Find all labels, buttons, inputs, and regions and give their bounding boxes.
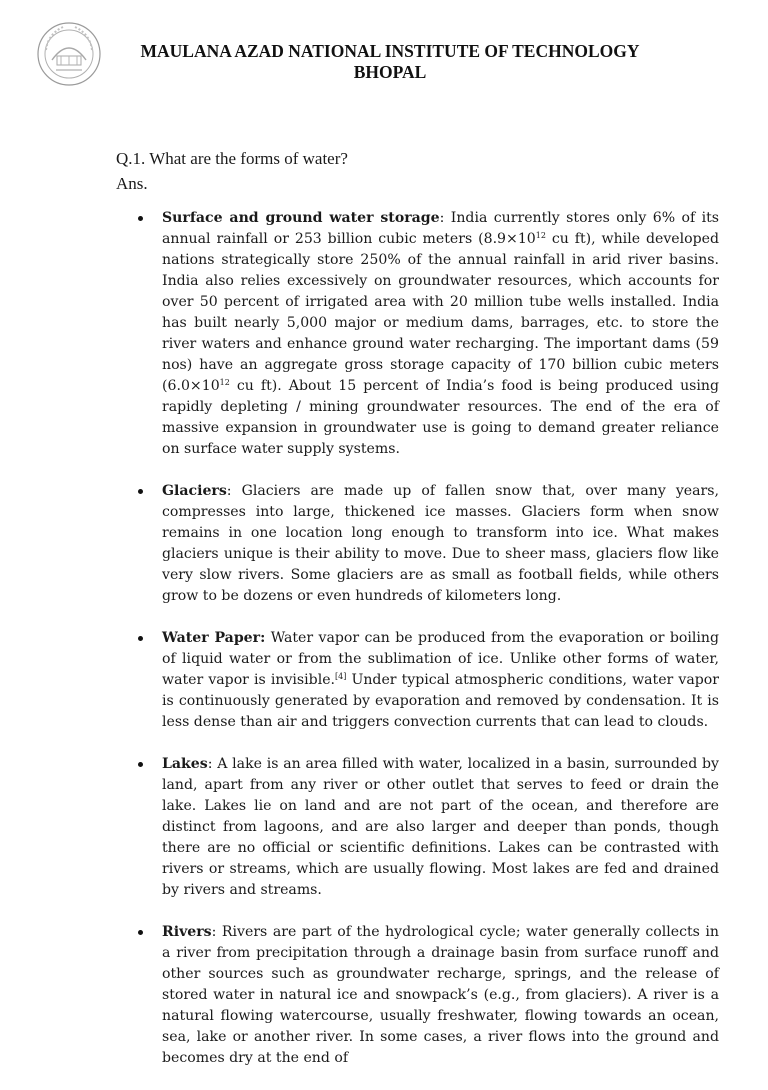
- bullet-term: Lakes: [162, 756, 208, 772]
- citation-superscript: [4]: [335, 672, 347, 681]
- exponent-superscript: 12: [535, 231, 546, 240]
- bullet-lakes: [162, 754, 719, 901]
- bullet-text-part2: cu ft), while developed nations strategically store 250% of the annual rainfall in arid river basins. India also relies excessively on groundwater resources, which accounts for over 50 percent of irrigated area with 20 million tube wells installed. India has built nearly 5,000 major or medium dams, barrages, etc. to store the river waters and enhance ground water recharging. The important dams (59 nos) have an aggregate gross storage capacity of 170 billion cubic meters (6.0×10: [162, 231, 719, 394]
- bullet-text-part1: India currently stores only 6% of its annual rainfall or 253 billion cubic meters (8.9×10: [162, 210, 720, 247]
- bullet-term: Surface and ground water storage: [162, 210, 440, 226]
- bullet-text: Rivers are part of the hydrological cycle; water generally collects in a river from precipitation through a drainage basin from surface runoff and other sources such as groundwater recharge, springs, and the release of stored water in natural ice and snowpack’s (e.g., from glaciers). A river is a natural flowing watercourse, usually freshwater, flowing towards an ocean, sea, lake or another river. In some cases, a river flows into the ground and becomes dry at the end of: [162, 924, 719, 1066]
- answer-bullet-list: [162, 208, 719, 1090]
- bullet-text: Glaciers are made up of fallen snow that, over many years, compresses into large, thickened ice masses. Glaciers form when snow remains in one location long enough to transform into ice. What makes glaciers unique is their ability to move. Due to sheer mass, glaciers flow like very slow rivers. Some glaciers are as small as football fields, while others grow to be dozens or even hundreds of kilometers long.: [162, 483, 719, 604]
- bullet-text-part3: cu ft). About 15 percent of India’s food is being produced using rapidly depleting / mining groundwater resources. The end of the era of massive expansion in groundwater use is going to demand greater reliance on surface water supply systems.: [162, 378, 719, 457]
- term-separator: :: [439, 210, 451, 226]
- bullet-rivers: [162, 922, 719, 1069]
- bullet-glaciers: [162, 481, 719, 607]
- bullet-text-part1: Water vapor can be produced from the evaporation or boiling of liquid water or from the sublimation of ice. Unlike other forms of water, water vapor is invisible.: [162, 630, 719, 688]
- institute-city: BHOPAL: [353, 62, 427, 82]
- term-separator: :: [211, 924, 222, 940]
- term-separator: :: [207, 756, 218, 772]
- bullet-water-vapor: [162, 628, 719, 733]
- bullet-text-part2: Under typical atmospheric conditions, water vapor is continuously generated by evaporation and removed by condensation. It is less dense than air and triggers convection currents that can lead to clouds.: [162, 672, 719, 730]
- question-block: [116, 146, 348, 196]
- bullet-surface-ground-water: [162, 208, 719, 460]
- bullet-term: Glaciers: [162, 483, 227, 499]
- term-separator: :: [226, 483, 242, 499]
- bullet-term: Water Paper:: [162, 630, 266, 646]
- question-text: Q.1. What are the forms of water?: [116, 149, 348, 168]
- bullet-text: A lake is an area filled with water, localized in a basin, surrounded by land, apart from any river or other outlet that serves to feed or drain the lake. Lakes lie on land and are not part of the ocean, and therefore are distinct from lagoons, and are also larger and deeper than ponds, though there are no official or scientific definitions. Lakes can be contrasted with rivers or streams, which are usually flowing. Most lakes are fed and drained by rivers and streams.: [162, 756, 719, 898]
- institute-name: MAULANA AZAD NATIONAL INSTITUTE OF TECHNOLOGY: [140, 41, 640, 61]
- document-header: [60, 41, 720, 83]
- bullet-term: Rivers: [162, 924, 212, 940]
- answer-label: Ans.: [116, 174, 148, 193]
- exponent-superscript: 12: [219, 378, 230, 387]
